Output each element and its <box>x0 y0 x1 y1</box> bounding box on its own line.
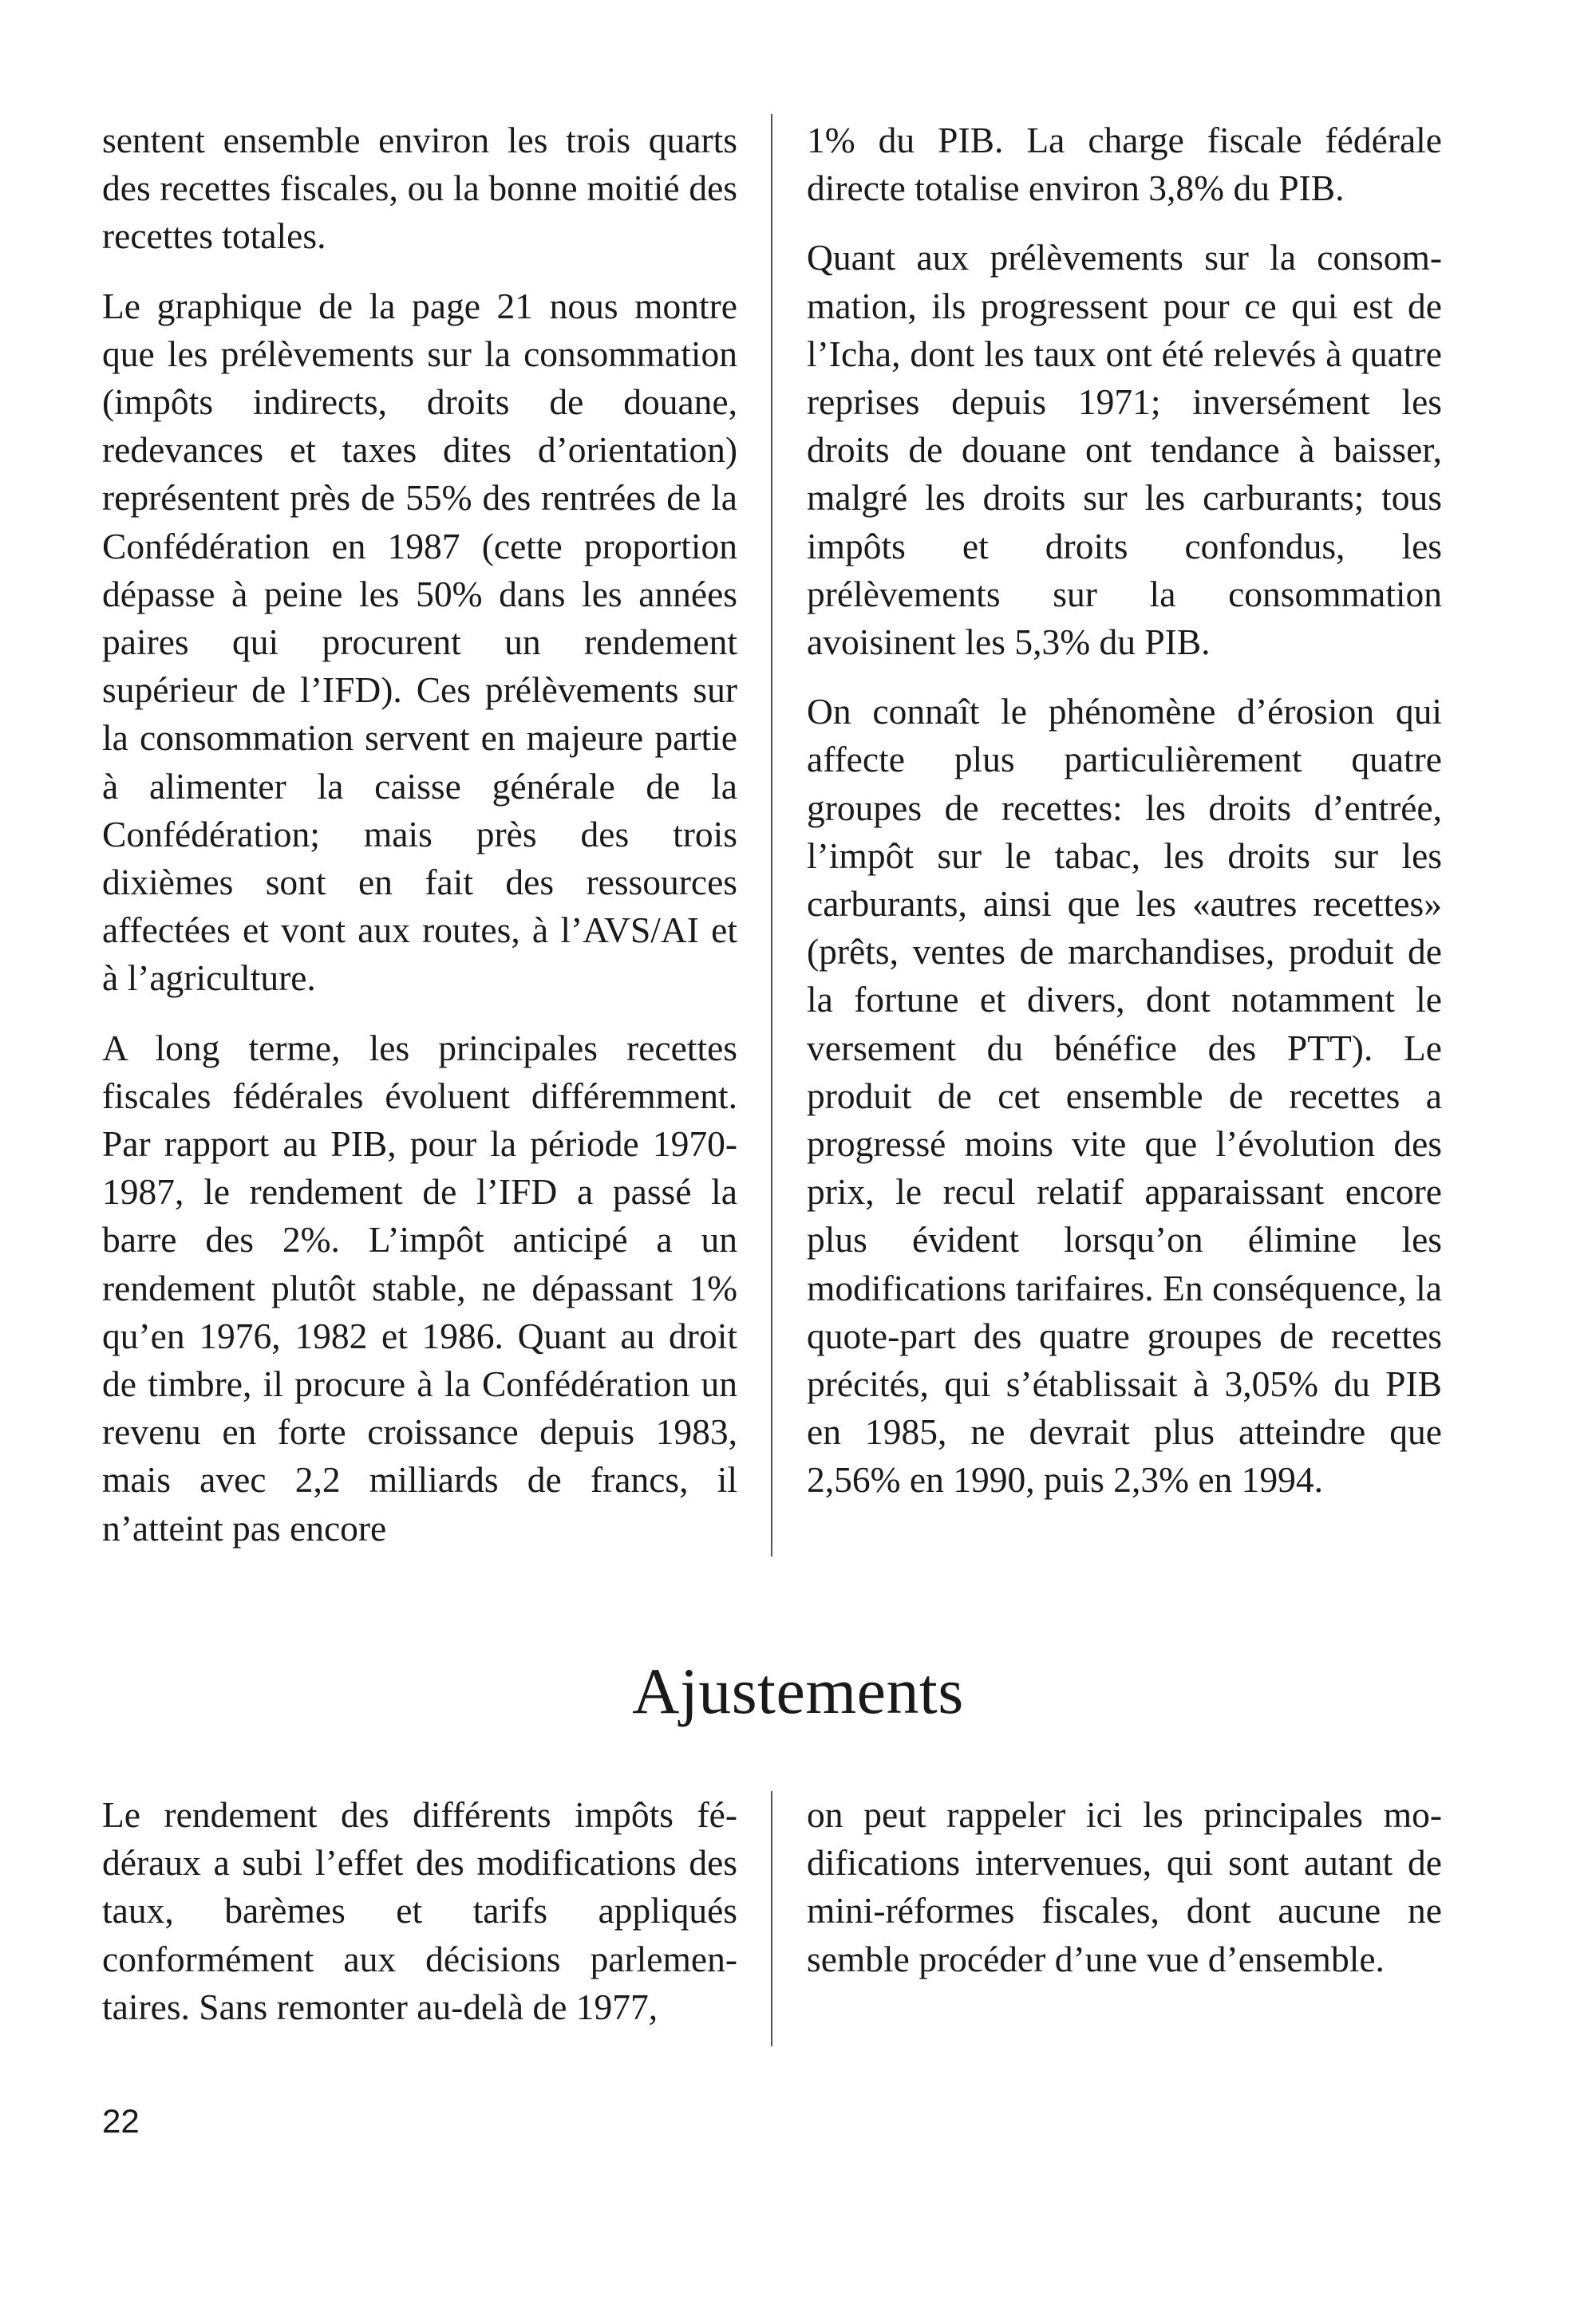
paragraph: on peut rappeler ici les principales modifications intervenues, qui sont autant de mini-réformes fiscales, dont aucune ne semble procéder d’une vue d’ensemble. <box>807 1794 1442 1979</box>
column-divider <box>771 1791 772 2046</box>
column-divider <box>771 114 772 1557</box>
section-heading: Ajustements <box>632 1655 964 1727</box>
paragraph: A long terme, les principales recettes fiscales fédérales évoluent différemment. Par rapport au PIB, pour la période 1970-1987, le rendement de l’IFD a passé la barre des 2%. L’impôt anticipé a un rendement plutôt stable, ne dépassant 1% qu’en 1976, 1982 et 1986. Quant au droit de timbre, il procure à la Confédération un revenu en forte croissance depuis 1983, mais avec 2,2 milliards de francs, il n’atteint pas encore <box>102 1027 737 1549</box>
paragraph: Quant aux prélèvements sur la consommation, ils progressent pour ce qui est de l’Icha, dont les taux ont été relevés à quatre reprises depuis 1971; inversément les droits de douane ont tendance à baisser, malgré les droits sur les carburants; tous impôts et droits confondus, les prélèvements sur la consommation avoisinent les 5,3% du PIB. <box>807 237 1442 663</box>
top-left-column <box>102 116 737 1553</box>
paragraph: On connaît le phénomène d’érosion qui affecte plus particulièrement quatre groupes de recettes: les droits d’entrée, l’impôt sur le tabac, les droits sur les carburants, ainsi que les «autres recettes» (prêts, ventes de marchandises, produit de la fortune et divers, dont notamment le versement du bénéfice des PTT). Le produit de cet ensemble de recettes a progressé moins vite que l’évolution des prix, le recul relatif apparaissant encore plus évident lorsqu’on élimine les modifications tarifaires. En conséquence, la quote-part des quatre groupes de recettes précités, qui s’établissait à 3,05% du PIB en 1985, ne devrait plus atteindre que 2,56% en 1990, puis 2,3% en 1994. <box>807 691 1442 1501</box>
page-number: 22 <box>102 2102 140 2140</box>
top-right-column <box>807 116 1442 1505</box>
paragraph: 1% du PIB. La charge fiscale fédérale directe totalise environ 3,8% du PIB. <box>807 120 1442 209</box>
bottom-right-column <box>807 1791 1442 1983</box>
paragraph: sentent ensemble environ les trois quarts des recettes fiscales, ou la bonne moitié des recettes totales. <box>102 120 737 257</box>
paragraph: Le rendement des différents impôts fédéraux a subi l’effet des modifications des taux, barèmes et tarifs appliqués conformément aux décisions parlementaires. Sans remonter au-delà de 1977, <box>102 1794 737 2027</box>
bottom-left-column <box>102 1791 737 2031</box>
paragraph: Le graphique de la page 21 nous montre que les prélèvements sur la consommation (impôts indirects, droits de douane, redevances et taxes dites d’orientation) représentent près de 55% des rentrées de la Confédération en 1987 (cette proportion dépasse à peine les 50% dans les années paires qui procurent un rendement supérieur de l’IFD). Ces prélèvements sur la consommation servent en majeure partie à alimenter la caisse générale de la Confédération; mais près des trois dixièmes sont en fait des ressources affectées et vont aux routes, à l’AVS/AI et à l’agriculture. <box>102 285 737 999</box>
